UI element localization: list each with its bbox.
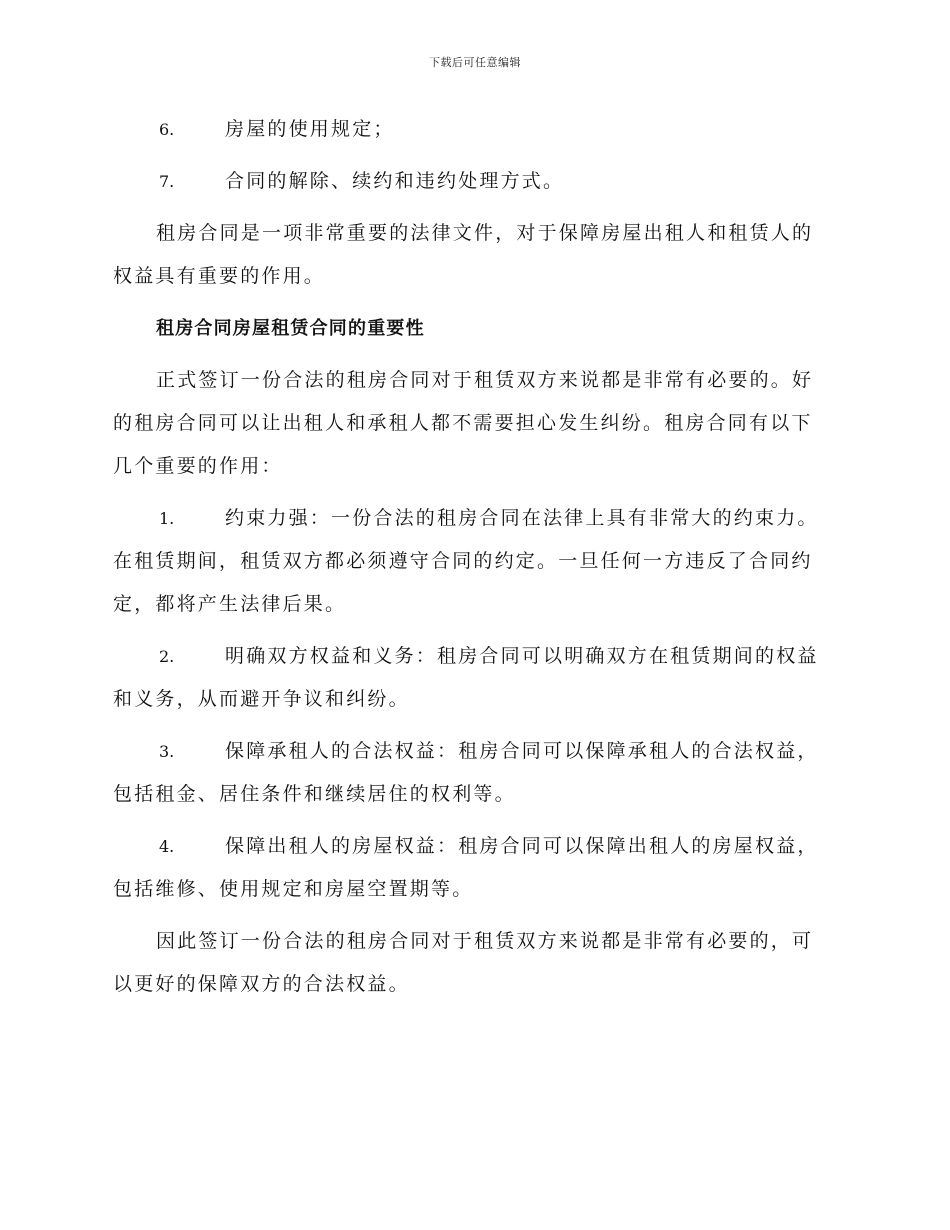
paragraph-line: 几个重要的作用： <box>113 455 283 477</box>
list-text: 房屋的使用规定； <box>225 118 395 140</box>
paragraph-line: 的租房合同可以让出租人和承租人都不需要担心发生纠纷。租房合同有以下 <box>113 412 813 434</box>
list-number: 4. <box>159 837 175 856</box>
paragraph <box>113 920 835 1006</box>
paragraph-line: 权益具有重要的作用。 <box>113 265 326 287</box>
list-item <box>113 108 835 151</box>
section-heading: 租房合同房屋租赁合同的重要性 <box>156 318 425 339</box>
paragraph <box>113 212 835 298</box>
list-number: 3. <box>159 742 175 761</box>
list-text: 保障出租人的房屋权益：租房合同可以保障出租人的房屋权益， <box>225 835 819 857</box>
list-text: 合同的解除、续约和违约处理方式。 <box>225 170 565 192</box>
list-text: 保障承租人的合法权益：租房合同可以保障承租人的合法权益， <box>225 740 819 762</box>
paragraph <box>113 359 835 488</box>
list-item <box>113 825 835 911</box>
paragraph-line: 租房合同是一项非常重要的法律文件，对于保障房屋出租人和租赁人的 <box>156 222 814 244</box>
list-text: 包括维修、使用规定和房屋空置期等。 <box>113 878 474 900</box>
list-item <box>113 160 835 203</box>
list-number: 1. <box>159 509 175 528</box>
list-number: 7. <box>159 172 175 191</box>
document-body <box>113 108 835 1015</box>
list-text: 和义务，从而避开争议和纠纷。 <box>113 688 410 710</box>
list-text: 定，都将产生法律后果。 <box>113 593 347 615</box>
list-number: 6. <box>159 120 175 139</box>
list-text: 包括租金、居住条件和继续居住的权利等。 <box>113 783 516 805</box>
paragraph-line: 正式签订一份合法的租房合同对于租赁双方来说都是非常有必要的。好 <box>156 369 814 391</box>
paragraph-line: 以更好的保障双方的合法权益。 <box>113 973 410 995</box>
list-item <box>113 730 835 816</box>
list-item <box>113 497 835 626</box>
paragraph-line: 因此签订一份合法的租房合同对于租赁双方来说都是非常有必要的，可 <box>156 930 814 952</box>
list-text: 在租赁期间，租赁双方都必须遵守合同的约定。一旦任何一方违反了合同约 <box>113 550 813 572</box>
page-header: 下载后可任意编辑 <box>429 56 521 69</box>
list-text: 明确双方权益和义务：租房合同可以明确双方在租赁期间的权益 <box>225 645 819 667</box>
list-item <box>113 635 835 721</box>
list-number: 2. <box>159 647 175 666</box>
list-text: 约束力强：一份合法的租房合同在法律上具有非常大的约束力。 <box>225 507 819 529</box>
